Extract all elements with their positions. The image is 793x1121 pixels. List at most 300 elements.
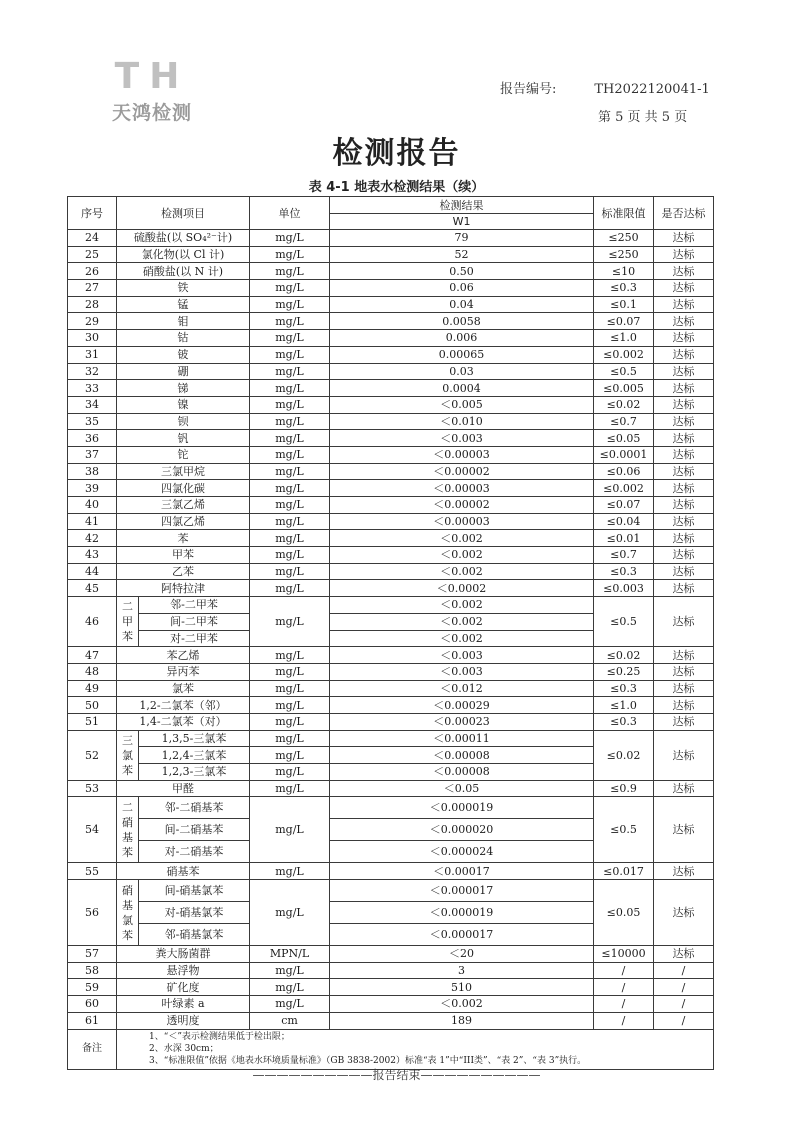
table-row	[68, 497, 714, 514]
cell-limit: ≤10000	[594, 946, 654, 963]
cell-result: 79	[330, 230, 594, 247]
table-row	[68, 313, 714, 330]
cell-pass: 达标	[654, 280, 714, 297]
cell-pass: 达标	[654, 730, 714, 780]
cell-seq: 42	[68, 530, 117, 547]
cell-item: 钼	[117, 313, 250, 330]
cell-result: ＜0.012	[330, 680, 594, 697]
cell-result: 510	[330, 979, 594, 996]
logo-mark: TH	[114, 56, 190, 97]
cell-limit: /	[594, 996, 654, 1013]
cell-sub-item: 间-二甲苯	[139, 613, 250, 630]
cell-result: 189	[330, 1012, 594, 1029]
cell-pass: 达标	[654, 580, 714, 597]
notes-content	[117, 1029, 714, 1069]
cell-item: 三氯甲烷	[117, 463, 250, 480]
cell-pass: 达标	[654, 647, 714, 664]
cell-pass: 达标	[654, 497, 714, 514]
table-row	[68, 979, 714, 996]
cell-unit: mg/L	[250, 280, 330, 297]
cell-item: 甲醛	[117, 780, 250, 797]
cell-unit: mg/L	[250, 430, 330, 447]
table-row	[68, 230, 714, 247]
cell-result: ＜0.003	[330, 647, 594, 664]
cell-unit: mg/L	[250, 713, 330, 730]
cell-item: 叶绿素 a	[117, 996, 250, 1013]
cell-unit: mg/L	[250, 730, 330, 747]
cell-seq: 32	[68, 363, 117, 380]
page-info: 第 5 页 共 5 页	[598, 110, 688, 125]
cell-limit: ≤0.3	[594, 680, 654, 697]
cell-sub-item: 对-二硝基苯	[139, 841, 250, 863]
cell-result: ＜0.00017	[330, 863, 594, 880]
cell-unit: mg/L	[250, 313, 330, 330]
cell-result: ＜0.0002	[330, 580, 594, 597]
cell-pass: 达标	[654, 663, 714, 680]
cell-unit: mg/L	[250, 663, 330, 680]
cell-pass: /	[654, 962, 714, 979]
cell-seq: 56	[68, 880, 117, 946]
cell-limit: /	[594, 962, 654, 979]
table-row	[68, 713, 714, 730]
cell-unit: mg/L	[250, 797, 330, 863]
cell-result: ＜0.002	[330, 630, 594, 647]
cell-sub-item: 邻-二甲苯	[139, 597, 250, 614]
cell-item: 锑	[117, 380, 250, 397]
cell-pass: 达标	[654, 797, 714, 863]
cell-limit: ≤0.06	[594, 463, 654, 480]
cell-limit: ≤0.1	[594, 296, 654, 313]
cell-limit: ≤0.25	[594, 663, 654, 680]
table-row	[68, 430, 714, 447]
cell-item: 1,4-二氯苯（对）	[117, 713, 250, 730]
cell-limit: ≤0.0001	[594, 446, 654, 463]
cell-unit: mg/L	[250, 296, 330, 313]
cell-sub-item: 对-硝基氯苯	[139, 902, 250, 924]
cell-seq: 38	[68, 463, 117, 480]
cell-seq: 57	[68, 946, 117, 963]
cell-unit: mg/L	[250, 563, 330, 580]
cell-seq: 41	[68, 513, 117, 530]
cell-sub-item: 邻-二硝基苯	[139, 797, 250, 819]
cell-pass: 达标	[654, 946, 714, 963]
cell-item: 甲苯	[117, 547, 250, 564]
cell-item: 镍	[117, 396, 250, 413]
cell-result: ＜0.003	[330, 430, 594, 447]
header-item: 检测项目	[117, 197, 250, 230]
company-logo	[92, 56, 212, 130]
cell-unit: mg/L	[250, 580, 330, 597]
cell-result: ＜0.005	[330, 396, 594, 413]
cell-unit: mg/L	[250, 863, 330, 880]
table-row	[68, 780, 714, 797]
cell-result: ＜0.002	[330, 597, 594, 614]
cell-limit: ≤250	[594, 246, 654, 263]
report-number-value: TH2022120041-1	[594, 82, 710, 97]
cell-limit: ≤0.02	[594, 396, 654, 413]
cell-seq: 44	[68, 563, 117, 580]
notes-label: 备注	[68, 1029, 117, 1069]
cell-pass: 达标	[654, 780, 714, 797]
cell-seq: 29	[68, 313, 117, 330]
cell-limit: ≤0.5	[594, 363, 654, 380]
cell-result: ＜0.002	[330, 530, 594, 547]
cell-limit: ≤0.9	[594, 780, 654, 797]
table-row	[68, 530, 714, 547]
cell-item: 阿特拉津	[117, 580, 250, 597]
cell-unit: mg/L	[250, 497, 330, 514]
cell-sub-item: 间-硝基氯苯	[139, 880, 250, 902]
cell-unit: mg/L	[250, 330, 330, 347]
cell-result: ＜0.00023	[330, 713, 594, 730]
cell-result: ＜0.000019	[330, 797, 594, 819]
cell-seq: 61	[68, 1012, 117, 1029]
cell-pass: 达标	[654, 513, 714, 530]
cell-seq: 25	[68, 246, 117, 263]
cell-limit: ≤0.05	[594, 880, 654, 946]
table-row	[68, 563, 714, 580]
cell-unit: mg/L	[250, 363, 330, 380]
cell-sub-item: 1,2,4-三氯苯	[139, 747, 250, 764]
table-row	[68, 663, 714, 680]
cell-seq: 34	[68, 396, 117, 413]
cell-limit: ≤1.0	[594, 330, 654, 347]
cell-sub-item: 对-二甲苯	[139, 630, 250, 647]
cell-pass: 达标	[654, 713, 714, 730]
header-limit: 标准限值	[594, 197, 654, 230]
cell-result: ＜0.00002	[330, 497, 594, 514]
cell-result: 3	[330, 962, 594, 979]
cell-unit: mg/L	[250, 962, 330, 979]
cell-result: 0.00065	[330, 346, 594, 363]
cell-result: ＜0.00008	[330, 764, 594, 781]
cell-unit: mg/L	[250, 996, 330, 1013]
cell-pass: 达标	[654, 547, 714, 564]
note-line: 1、“＜”表示检测结果低于检出限；	[149, 1032, 290, 1042]
cell-pass: 达标	[654, 697, 714, 714]
cell-pass: 达标	[654, 330, 714, 347]
cell-unit: cm	[250, 1012, 330, 1029]
cell-item: 粪大肠菌群	[117, 946, 250, 963]
cell-seq: 46	[68, 597, 117, 647]
cell-item: 乙苯	[117, 563, 250, 580]
cell-item: 硝酸盐(以 N 计)	[117, 263, 250, 280]
cell-unit: mg/L	[250, 780, 330, 797]
cell-sub-item: 邻-硝基氯苯	[139, 924, 250, 946]
cell-limit: ≤0.01	[594, 530, 654, 547]
cell-pass: /	[654, 1012, 714, 1029]
cell-unit: mg/L	[250, 747, 330, 764]
cell-item: 异丙苯	[117, 663, 250, 680]
cell-pass: 达标	[654, 246, 714, 263]
cell-result: ＜0.00008	[330, 747, 594, 764]
cell-seq: 39	[68, 480, 117, 497]
cell-seq: 24	[68, 230, 117, 247]
cell-limit: ≤0.02	[594, 730, 654, 780]
cell-limit: ≤1.0	[594, 697, 654, 714]
cell-pass: 达标	[654, 396, 714, 413]
cell-unit: mg/L	[250, 263, 330, 280]
cell-sub-item: 1,2,3-三氯苯	[139, 764, 250, 781]
header-site: W1	[330, 214, 594, 230]
cell-pass: 达标	[654, 296, 714, 313]
cell-unit: mg/L	[250, 413, 330, 430]
cell-limit: /	[594, 1012, 654, 1029]
cell-unit: mg/L	[250, 246, 330, 263]
cell-result: 52	[330, 246, 594, 263]
cell-item: 硝基苯	[117, 863, 250, 880]
table-row	[68, 547, 714, 564]
cell-unit: MPN/L	[250, 946, 330, 963]
cell-limit: ≤250	[594, 230, 654, 247]
cell-sub-item: 间-二硝基苯	[139, 819, 250, 841]
cell-pass: 达标	[654, 363, 714, 380]
table-header-row	[68, 197, 714, 214]
cell-limit: ≤0.05	[594, 430, 654, 447]
cell-item: 锰	[117, 296, 250, 313]
cell-result: ＜20	[330, 946, 594, 963]
cell-seq: 37	[68, 446, 117, 463]
table-row-group	[68, 730, 714, 747]
cell-seq: 49	[68, 680, 117, 697]
cell-item: 氯苯	[117, 680, 250, 697]
cell-seq: 50	[68, 697, 117, 714]
cell-limit: ≤0.5	[594, 797, 654, 863]
cell-unit: mg/L	[250, 396, 330, 413]
cell-pass: /	[654, 996, 714, 1013]
cell-item: 四氯化碳	[117, 480, 250, 497]
cell-item: 氯化物(以 Cl 计)	[117, 246, 250, 263]
table-row	[68, 647, 714, 664]
cell-pass: 达标	[654, 863, 714, 880]
cell-limit: ≤0.3	[594, 280, 654, 297]
results-table	[67, 196, 714, 1070]
cell-seq: 43	[68, 547, 117, 564]
cell-unit: mg/L	[250, 880, 330, 946]
cell-item: 硫酸盐(以 SO₄²⁻计)	[117, 230, 250, 247]
cell-result: 0.0004	[330, 380, 594, 397]
cell-unit: mg/L	[250, 764, 330, 781]
header-unit: 单位	[250, 197, 330, 230]
cell-unit: mg/L	[250, 230, 330, 247]
cell-limit: ≤0.005	[594, 380, 654, 397]
cell-seq: 35	[68, 413, 117, 430]
table-row-group	[68, 797, 714, 819]
cell-item: 三氯乙烯	[117, 497, 250, 514]
cell-unit: mg/L	[250, 697, 330, 714]
cell-result: ＜0.00002	[330, 463, 594, 480]
cell-unit: mg/L	[250, 463, 330, 480]
cell-seq: 55	[68, 863, 117, 880]
cell-seq: 51	[68, 713, 117, 730]
cell-group-label: 三氯苯	[117, 730, 139, 780]
cell-unit: mg/L	[250, 597, 330, 647]
cell-limit: ≤0.02	[594, 647, 654, 664]
cell-unit: mg/L	[250, 530, 330, 547]
cell-result: ＜0.00003	[330, 513, 594, 530]
cell-seq: 48	[68, 663, 117, 680]
cell-unit: mg/L	[250, 446, 330, 463]
report-number	[500, 78, 710, 97]
table-row	[68, 263, 714, 280]
cell-result: ＜0.002	[330, 563, 594, 580]
report-end: ——————————报告结束——————————	[252, 1068, 541, 1082]
cell-limit: ≤0.07	[594, 497, 654, 514]
table-row	[68, 380, 714, 397]
note-line: 3、“标准限值”依据《地表水环境质量标准》（GB 3838-2002）标准“表 1”中“III类”、“表 2”、“表 3”执行。	[149, 1056, 587, 1066]
table-row	[68, 280, 714, 297]
cell-pass: 达标	[654, 413, 714, 430]
cell-result: ＜0.00011	[330, 730, 594, 747]
cell-seq: 52	[68, 730, 117, 780]
cell-limit: ≤0.04	[594, 513, 654, 530]
header-seq: 序号	[68, 197, 117, 230]
cell-limit: ≤0.002	[594, 346, 654, 363]
cell-item: 铍	[117, 346, 250, 363]
table-row	[68, 330, 714, 347]
cell-seq: 30	[68, 330, 117, 347]
report-number-label: 报告编号:	[500, 82, 557, 97]
cell-result: 0.0058	[330, 313, 594, 330]
cell-seq: 60	[68, 996, 117, 1013]
cell-item: 矿化度	[117, 979, 250, 996]
cell-unit: mg/L	[250, 547, 330, 564]
cell-pass: 达标	[654, 480, 714, 497]
cell-seq: 47	[68, 647, 117, 664]
cell-unit: mg/L	[250, 647, 330, 664]
cell-group-label: 硝基氯苯	[117, 880, 139, 946]
cell-pass: 达标	[654, 446, 714, 463]
cell-limit: /	[594, 979, 654, 996]
header-result: 检测结果	[330, 197, 594, 214]
cell-item: 苯	[117, 530, 250, 547]
cell-result: ＜0.000017	[330, 924, 594, 946]
cell-seq: 26	[68, 263, 117, 280]
cell-pass: 达标	[654, 380, 714, 397]
cell-limit: ≤0.3	[594, 563, 654, 580]
cell-pass: 达标	[654, 597, 714, 647]
cell-result: ＜0.05	[330, 780, 594, 797]
cell-unit: mg/L	[250, 380, 330, 397]
cell-result: 0.04	[330, 296, 594, 313]
cell-limit: ≤0.003	[594, 580, 654, 597]
cell-seq: 45	[68, 580, 117, 597]
cell-result: 0.06	[330, 280, 594, 297]
cell-result: ＜0.002	[330, 547, 594, 564]
cell-item: 钡	[117, 413, 250, 430]
cell-result: ＜0.00003	[330, 480, 594, 497]
cell-result: 0.50	[330, 263, 594, 280]
table-row	[68, 480, 714, 497]
table-row	[68, 863, 714, 880]
cell-item: 钒	[117, 430, 250, 447]
cell-limit: ≤10	[594, 263, 654, 280]
cell-result: ＜0.010	[330, 413, 594, 430]
table-row	[68, 996, 714, 1013]
cell-limit: ≤0.017	[594, 863, 654, 880]
table-row	[68, 346, 714, 363]
cell-pass: 达标	[654, 680, 714, 697]
cell-limit: ≤0.7	[594, 413, 654, 430]
page-title: 检测报告	[332, 136, 461, 171]
table-row	[68, 513, 714, 530]
cell-pass: 达标	[654, 313, 714, 330]
cell-pass: 达标	[654, 530, 714, 547]
cell-item: 硼	[117, 363, 250, 380]
cell-limit: ≤0.5	[594, 597, 654, 647]
cell-item: 四氯乙烯	[117, 513, 250, 530]
table-row	[68, 946, 714, 963]
table-row	[68, 396, 714, 413]
cell-pass: 达标	[654, 263, 714, 280]
cell-limit: ≤0.002	[594, 480, 654, 497]
note-line: 2、水深 30cm；	[149, 1044, 219, 1054]
cell-unit: mg/L	[250, 480, 330, 497]
cell-seq: 54	[68, 797, 117, 863]
cell-result: ＜0.003	[330, 663, 594, 680]
cell-result: ＜0.000020	[330, 819, 594, 841]
table-row-group	[68, 597, 714, 614]
cell-result: ＜0.000024	[330, 841, 594, 863]
table-row	[68, 296, 714, 313]
cell-limit: ≤0.7	[594, 547, 654, 564]
table-row	[68, 962, 714, 979]
table-row	[68, 463, 714, 480]
cell-item: 1,2-二氯苯（邻）	[117, 697, 250, 714]
cell-pass: /	[654, 979, 714, 996]
cell-limit: ≤0.07	[594, 313, 654, 330]
table-row	[68, 697, 714, 714]
cell-unit: mg/L	[250, 513, 330, 530]
cell-seq: 40	[68, 497, 117, 514]
cell-unit: mg/L	[250, 979, 330, 996]
cell-unit: mg/L	[250, 680, 330, 697]
cell-seq: 27	[68, 280, 117, 297]
cell-pass: 达标	[654, 880, 714, 946]
cell-result: ＜0.000019	[330, 902, 594, 924]
cell-result: 0.006	[330, 330, 594, 347]
cell-seq: 53	[68, 780, 117, 797]
cell-unit: mg/L	[250, 346, 330, 363]
cell-limit: ≤0.3	[594, 713, 654, 730]
table-row	[68, 446, 714, 463]
table-row	[68, 580, 714, 597]
cell-seq: 36	[68, 430, 117, 447]
cell-result: ＜0.00029	[330, 697, 594, 714]
notes-row	[68, 1029, 714, 1069]
cell-sub-item: 1,3,5-三氯苯	[139, 730, 250, 747]
cell-item: 铁	[117, 280, 250, 297]
table-row	[68, 1012, 714, 1029]
cell-seq: 33	[68, 380, 117, 397]
cell-seq: 59	[68, 979, 117, 996]
table-row	[68, 413, 714, 430]
table-row-group	[68, 880, 714, 902]
cell-item: 铊	[117, 446, 250, 463]
header-pass: 是否达标	[654, 197, 714, 230]
cell-pass: 达标	[654, 346, 714, 363]
table-row	[68, 246, 714, 263]
cell-item: 悬浮物	[117, 962, 250, 979]
cell-result: ＜0.00003	[330, 446, 594, 463]
cell-seq: 31	[68, 346, 117, 363]
table-row	[68, 363, 714, 380]
cell-result: 0.03	[330, 363, 594, 380]
cell-seq: 58	[68, 962, 117, 979]
cell-item: 透明度	[117, 1012, 250, 1029]
cell-item: 钴	[117, 330, 250, 347]
logo-company-name: 天鸿检测	[111, 102, 192, 124]
